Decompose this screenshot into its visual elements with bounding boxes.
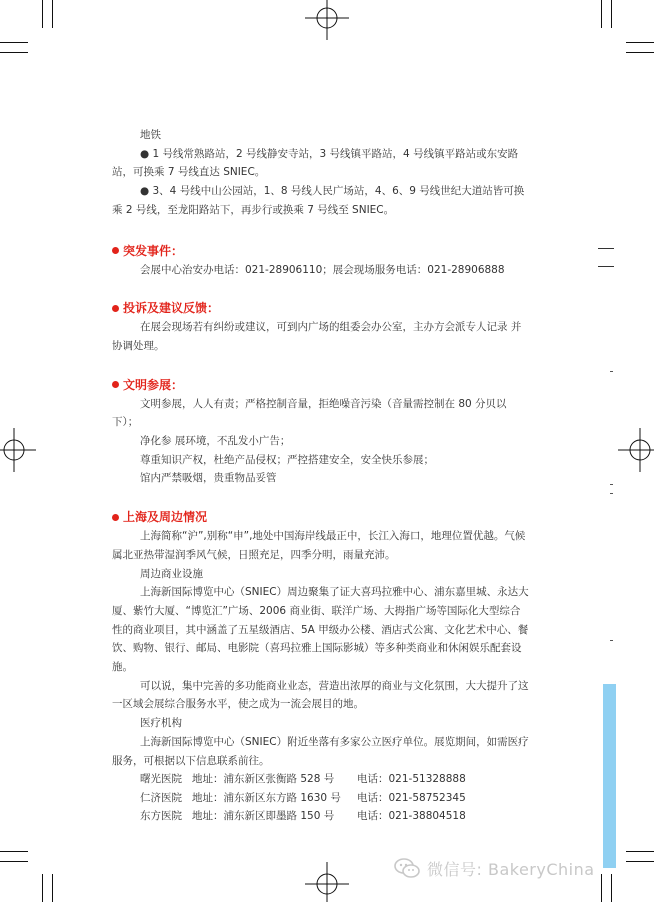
business-title: 周边商业设施 — [140, 567, 203, 580]
bullet-dot-icon — [112, 247, 119, 254]
shanghai-heading — [112, 508, 530, 526]
margin-tick — [610, 493, 613, 494]
hospital-tel: 电话：021-38804518 — [357, 810, 466, 823]
shanghai-title: 上海及周边情况 — [123, 510, 208, 525]
crop-line — [0, 42, 28, 43]
hospital-tel: 电话：021-58752345 — [357, 791, 466, 804]
hospital-list — [112, 770, 530, 826]
emergency-heading — [112, 242, 530, 260]
crop-line — [611, 0, 612, 28]
crop-line — [42, 874, 43, 902]
civilized-heading — [112, 376, 530, 394]
crop-line — [52, 874, 53, 902]
hospital-name: 曙光医院 — [140, 773, 182, 786]
watermark-text: 微信号: BakeryChina — [427, 859, 595, 879]
watermark — [393, 856, 595, 880]
emergency-section — [112, 242, 530, 280]
civilized-line-4: 馆内严禁吸烟，贵重物品妥管 — [140, 472, 277, 485]
margin-tick — [598, 248, 614, 249]
hospital-address: 地址：浦东新区张衡路 528 号 — [192, 773, 335, 786]
margin-tick — [610, 484, 613, 485]
emergency-text: 会展中心治安办电话：021-28906110；展会现场服务电话：021-28906888 — [140, 263, 505, 276]
crop-line — [0, 52, 28, 53]
bullet-dot-icon — [112, 381, 119, 388]
registration-mark-icon — [614, 428, 654, 472]
complaint-title: 投诉及建议反馈： — [123, 301, 220, 316]
shanghai-intro: 上海简称“沪”,别称“申”,地处中国海岸线最正中，长江入海口，地理位置优越。气候属北亚热带湿润季风气候，日照充足，四季分明，雨量充沛。 — [112, 530, 526, 561]
complaint-heading — [112, 299, 530, 317]
shanghai-section — [112, 508, 530, 826]
hospital-name: 仁济医院 — [140, 791, 182, 804]
crop-line — [601, 0, 602, 28]
complaint-section — [112, 299, 530, 355]
margin-tick — [610, 371, 613, 372]
hospital-row — [112, 789, 530, 808]
business-text-2: 可以说，集中完善的多功能商业业态，营造出浓厚的商业与文化氛围，大大提升了这一区域会展综合服务水平，使之成为一流会展目的地。 — [112, 679, 529, 711]
hospital-address: 地址：浦东新区即墨路 150 号 — [192, 810, 335, 823]
margin-tick — [598, 266, 614, 267]
crop-line — [626, 861, 654, 862]
crop-line — [611, 874, 612, 902]
complaint-text: 在展会现场若有纠纷或建议，可到内广场的组委会办公室，主办方会派专人记录 并协调处理。 — [112, 321, 522, 352]
registration-mark-icon — [305, 0, 349, 44]
bullet-dot-icon — [112, 514, 119, 521]
subway-title: 地铁 — [140, 129, 161, 141]
subway-bullet-1: ● 1 号线常熟路站，2 号线静安寺站，3 号线镇平路站，4 号线镇平路站或东安路站，可换乘 7 号线直达 SNIEC。 — [112, 147, 519, 179]
crop-line — [626, 52, 654, 53]
hospital-row — [112, 770, 530, 789]
subway-bullet-2: ● 3、4 号线中山公园站，1、8 号线人民广场站，4、6、9 号线世纪大道站皆可换乘 2 号线，至龙阳路站下，再步行或换乘 7 号线至 SNIEC。 — [112, 185, 525, 216]
civilized-line-1: 文明参展，人人有责；严格控制音量，拒绝噪音污染（音量需控制在 80 分贝以下）； — [112, 397, 507, 429]
crop-line — [42, 0, 43, 28]
crop-line — [0, 861, 28, 862]
crop-line — [52, 0, 53, 28]
business-text: 上海新国际博览中心（SNIEC）周边聚集了证大喜玛拉雅中心、浦东嘉里城、永达大厦、紫竹大厦、“博览汇”广场、2006 商业街、联洋广场、大拇指广场等国际化大型综合性的商业项目，其中涵盖了五星级酒店、5A 甲级办公楼、酒店式公寓、文化艺术中心、餐饮、购物、银行、邮局、电影院（喜玛拉雅上国际影城）等多种类商业和休闲娱乐配套设施。 — [112, 586, 529, 674]
civilized-line-3: 尊重知识产权，杜绝产品侵权；严控搭建安全，安全快乐参展； — [140, 453, 434, 466]
side-color-bar — [603, 684, 616, 868]
medical-text: 上海新国际博览中心（SNIEC）附近坐落有多家公立医疗单位。展览期间，如需医疗服务，可根据以下信息联系前往。 — [112, 735, 529, 767]
crop-line — [0, 851, 28, 852]
wechat-icon — [393, 856, 421, 880]
civilized-line-2: 净化参 展环境，不乱发小广告； — [140, 435, 291, 448]
medical-title: 医疗机构 — [140, 717, 182, 730]
crop-line — [626, 851, 654, 852]
hospital-name: 东方医院 — [140, 810, 182, 823]
registration-mark-icon — [305, 858, 349, 902]
subway-section — [112, 126, 530, 220]
crop-line — [601, 874, 602, 902]
hospital-row — [112, 807, 530, 826]
page-content — [112, 126, 530, 826]
hospital-address: 地址：浦东新区东方路 1630 号 — [192, 791, 341, 804]
crop-line — [626, 42, 654, 43]
civilized-title: 文明参展： — [123, 377, 184, 392]
emergency-title: 突发事件： — [123, 243, 184, 258]
hospital-tel: 电话：021-51328888 — [357, 773, 466, 786]
registration-mark-icon — [0, 428, 40, 472]
margin-tick — [610, 640, 613, 641]
civilized-section — [112, 376, 530, 489]
bullet-dot-icon — [112, 305, 119, 312]
